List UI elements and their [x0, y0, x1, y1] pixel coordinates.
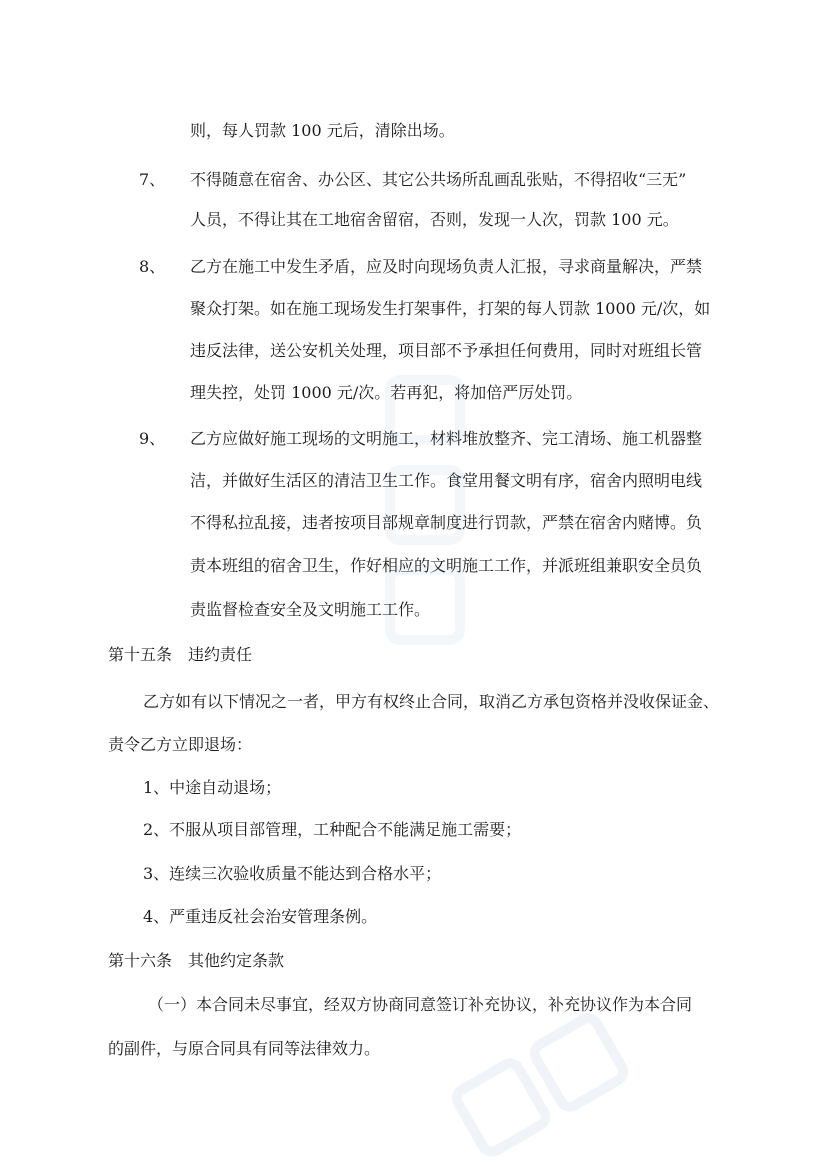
article-16-para-line-2: 的副件，与原合同具有同等法律效力。	[108, 1039, 381, 1058]
article-15-item-2: 2、不服从项目部管理，工种配合不能满足施工需要；	[143, 820, 522, 839]
article-15-item-1: 1、中途自动退场；	[143, 778, 282, 797]
item-8-number: 8、	[139, 257, 166, 276]
item-6-tail: 则，每人罚款 100 元后，清除出场。	[190, 121, 455, 140]
article-15-heading: 第十五条 违约责任	[108, 645, 253, 664]
item-9-line-3: 不得私拉乱接，违者按项目部规章制度进行罚款，严禁在宿舍内赌博。负	[190, 513, 703, 532]
item-7-line-1: 不得随意在宿舍、办公区、其它公共场所乱画乱张贴，不得招收“三无”	[190, 170, 687, 189]
watermark-bottom-icon	[440, 1010, 640, 1160]
item-7-number: 7、	[139, 170, 166, 189]
article-15-intro-line-2: 责令乙方立即退场：	[108, 735, 253, 754]
item-9-line-4: 责本班组的宿舍卫生，作好相应的文明施工工作，并派班组兼职安全员负	[190, 556, 703, 575]
article-15-item-3: 3、连续三次验收质量不能达到合格水平；	[143, 864, 442, 883]
item-8-line-3: 违反法律，送公安机关处理，项目部不予承担任何费用，同时对班组长管	[190, 341, 703, 360]
item-8-line-2: 聚众打架。如在施工现场发生打架事件，打架的每人罚款 1000 元/次，如	[190, 299, 711, 318]
article-16-heading: 第十六条 其他约定条款	[108, 951, 285, 970]
item-9-number: 9、	[139, 429, 166, 448]
item-9-line-5: 责监督检查安全及文明施工工作。	[190, 600, 431, 619]
item-7-line-2: 人员，不得让其在工地宿舍留宿，否则，发现一人次，罚款 100 元。	[190, 210, 679, 229]
item-8-line-1: 乙方在施工中发生矛盾，应及时向现场负责人汇报，寻求商量解决，严禁	[190, 257, 703, 276]
item-8-line-4: 理失控，处罚 1000 元/次。若再犯，将加倍严厉处罚。	[190, 383, 583, 402]
article-16-para-line-1: （一）本合同未尽事宜，经双方协商同意签订补充协议，补充协议作为本合同	[148, 995, 693, 1014]
item-9-line-2: 洁，并做好生活区的清洁卫生工作。食堂用餐文明有序，宿舍内照明电线	[190, 471, 703, 490]
article-15-intro-line-1: 乙方如有以下情况之一者，甲方有权终止合同，取消乙方承包资格并没收保证金、	[143, 692, 720, 711]
item-9-line-1: 乙方应做好施工现场的文明施工，材料堆放整齐、完工清场、施工机器整	[190, 429, 703, 448]
article-15-item-4: 4、严重违反社会治安管理条例。	[143, 907, 378, 926]
